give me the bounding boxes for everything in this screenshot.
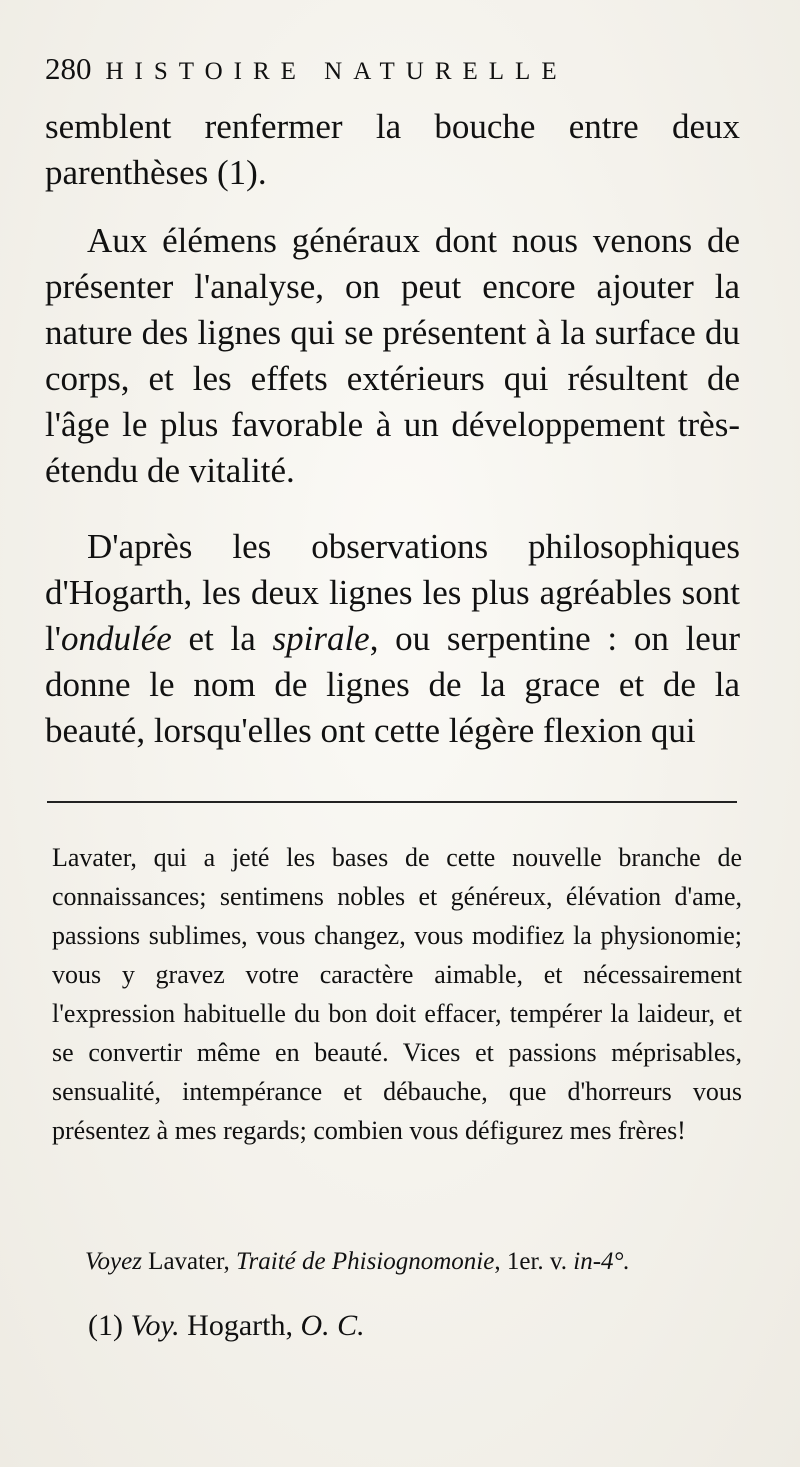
ref-volume: , 1er. v. — [494, 1248, 574, 1275]
page-number: 280 — [45, 51, 92, 86]
paragraph-2-part3: , ou serpentine : on leur donne le nom de lignes de la grace et de la beauté, lorsqu'elles ont cette légère flexion qui — [45, 619, 740, 750]
running-title: HISTOIRE NATURELLE — [105, 58, 568, 85]
paragraph-2-part1: D'après les observations philosophiques d'Hogarth, les deux lignes les plus agréables sont — [45, 527, 740, 612]
footnote-1-oc: O. C. — [300, 1309, 365, 1342]
paragraph-2-l-prefix: l' — [45, 619, 62, 658]
footnote-reference — [85, 1246, 745, 1278]
paragraph-1 — [45, 218, 740, 494]
paragraph-2-text — [45, 524, 740, 754]
continuation-text — [45, 104, 740, 196]
page-header — [45, 52, 745, 89]
ref-format: in-4°. — [573, 1248, 630, 1275]
footnote-1 — [88, 1308, 748, 1344]
ref-title: Traité de Phisiognomonie — [236, 1248, 495, 1275]
footnote-divider — [47, 801, 737, 803]
footnote-continued: Lavater, qui a jeté les bases de cette nouvelle branche de connaissances; sentimens nobles et généreux, élévation d'ame, passions sublimes, vous changez, vous modifiez la physionomie; vous y gravez votre caractère aimable, et nécessairement l'expression habituelle du bon doit effacer, tempérer la laideur, et se convertir même en beauté. Vices et passions méprisables, sensualité, intempérance et débauche, que d'horreurs vous présentez à mes regards; combien vous défigurez mes frères! — [52, 843, 742, 1145]
ref-author: Lavater, — [141, 1248, 237, 1275]
ref-voyez: Voyez — [85, 1248, 142, 1275]
paragraph-1-text: Aux élémens généraux dont nous venons de présenter l'analyse, on peut encore ajouter la nature des lignes qui se présentent à la surface du corps, et les effets extérieurs qui résultent de l'âge le plus favorable à un développement très-étendu de vitalité. — [45, 221, 740, 490]
paragraph-2-part2: et la — [171, 619, 273, 658]
paragraph-2 — [45, 524, 740, 754]
continuation-line: semblent renfermer la bouche entre deux parenthèses (1). — [45, 107, 740, 192]
term-spirale: spirale — [272, 619, 370, 658]
term-ondulee: ondulée — [61, 619, 172, 658]
footnote-1-text: Hogarth, — [179, 1309, 301, 1342]
footnote-1-marker: (1) — [88, 1309, 131, 1342]
footnote-1-voy: Voy. — [130, 1309, 180, 1342]
